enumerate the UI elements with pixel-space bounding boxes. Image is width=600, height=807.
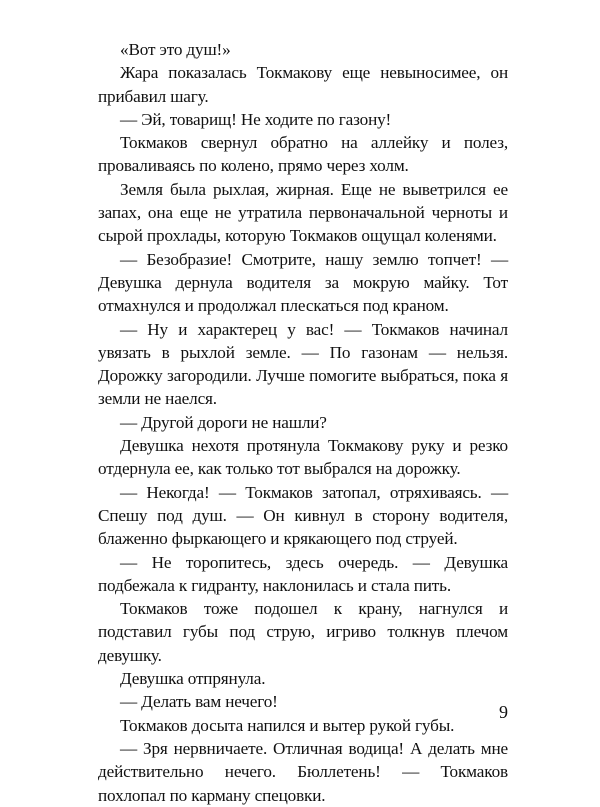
paragraph: Токмаков свернул обратно на аллейку и полез, проваливаясь по колено, прямо через холм. [98, 133, 508, 176]
paragraph: — Безобразие! Смотрите, нашу землю топчет! — Девушка дернула водителя за мокрую майку. Тот отмахнулся и продолжал плескаться под краном. [98, 249, 508, 316]
paragraph: Жара показалась Токмакову еще невыносимее, он прибавил шагу. [98, 63, 508, 106]
paragraph: — Ну и характерец у вас! — Токмаков начинал увязать в рыхлой земле. — По газонам — нельзя. Дорожку загородили. Лучше помогите выбраться, пока я земли не наелся. [98, 319, 508, 409]
paragraph: Девушка нехотя протянула Токмакову руку и резко отдернула ее, как только тот выбрался на дорожку. [98, 436, 508, 479]
paragraph: — Эй, товарищ! Не ходите по газону! [120, 109, 392, 129]
paragraph: — Зря нервничаете. Отличная водица! А делать мне действительно нечего. Бюллетень! — Токмаков похлопал по карману спецовки. [98, 738, 508, 805]
body-text [98, 38, 508, 807]
paragraph: — Не торопитесь, здесь очередь. — Девушка подбежала к гидранту, наклонилась и стала пить. [98, 552, 508, 595]
paragraph: Токмаков досыта напился и вытер рукой губы. [120, 715, 455, 735]
paragraph: Токмаков тоже подошел к крану, нагнулся и подставил губы под струю, игриво толкнув плечом девушку. [98, 599, 508, 665]
paragraph: Земля была рыхлая, жирная. Еще не выветрился ее запах, она еще не утратила первоначальной черноты и сырой прохлады, которую Токмаков ощущал коленями. [98, 179, 508, 246]
paragraph: — Делать вам нечего! [120, 692, 278, 712]
paragraph: — Другой дороги не нашли? [120, 412, 327, 432]
paragraph: Девушка отпрянула. [120, 669, 266, 689]
paragraph: — Некогда! — Токмаков затопал, отряхиваясь. — Спешу под душ. — Он кивнул в сторону водителя, блаженно фыркающего и крякающего под струей. [98, 482, 508, 549]
page-number: 9 [499, 702, 508, 722]
paragraph: «Вот это душ!» [120, 40, 231, 59]
